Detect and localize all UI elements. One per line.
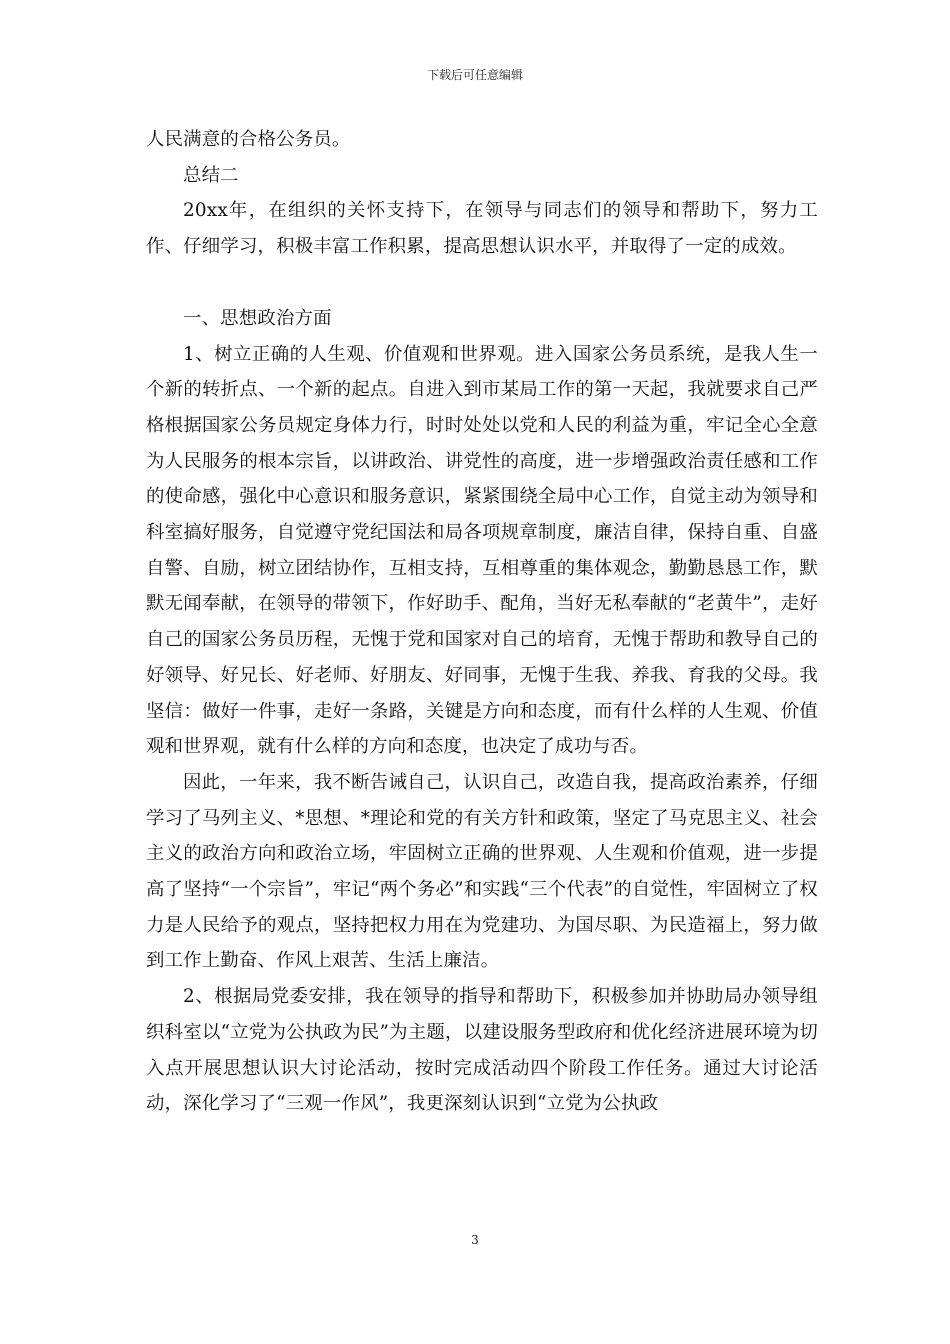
spacer	[146, 265, 818, 301]
page-header: 下载后可任意编辑	[426, 68, 523, 82]
document-body	[146, 122, 818, 1122]
section-title-summary-two: 总结二	[183, 164, 239, 186]
paragraph-item-1: 1、树立正确的人生观、价值观和世界观。进入国家公务员系统，是我人生一个新的转折点、一个新的起点。自进入到市某局工作的第一天起，我就要求自己严格根据国家公务员规定身体力行，时时处处以党和人民的利益为重，牢记全心全意为人民服务的根本宗旨，以讲政治、讲党性的高度，进一步增强政治责任感和工作的使命感，强化中心意识和服务意识，紧紧围绕全局中心工作，自觉主动为领导和科室搞好服务，自觉遵守党纪国法和局各项规章制度，廉洁自律，保持自重、自盛自警、自励，树立团结协作，互相支持，互相尊重的集体观念，勤勤恳恳工作，默默无闻奉献，在领导的带领下，作好助手、配角，当好无私奉献的“老黄牛”，走好自己的国家公务员历程，无愧于党和国家对自己的培育，无愧于帮助和教导自己的好领导、好兄长、好老师、好朋友、好同事，无愧于生我、养我、育我的父母。我坚信：做好一件事，走好一条路，关键是方向和态度，而有什么样的人生观、价值观和世界观，就有什么样的方向和态度，也决定了成功与否。	[146, 343, 818, 758]
heading-ideology-politics: 一、思想政治方面	[183, 307, 332, 329]
paragraph-item-2: 2、根据局党委安排，我在领导的指导和帮助下，积极参加并协助局办领导组织科室以“立党为公执政为民”为主题，以建设服务型政府和优化经济进展环境为切入点开展思想认识大讨论活动，按时完成活动四个阶段工作任务。通过大讨论活动，深化学习了“三观一作风”，我更深刻认识到“立党为公执政	[146, 986, 818, 1115]
paragraph-intro: 20xx年，在组织的关怀支持下，在领导与同志们的领导和帮助下，努力工作、仔细学习，积极丰富工作积累，提高思想认识水平，并取得了一定的成效。	[146, 200, 818, 258]
page-number: 3	[471, 1233, 479, 1247]
paragraph-continuation: 人民满意的合格公务员。	[146, 129, 351, 150]
paragraph-therefore: 因此，一年来，我不断告诫自己，认识自己，改造自我，提高政治素养，仔细学习了马列主义、*思想、*理论和党的有关方针和政策，坚定了马克思主义、社会主义的政治方向和政治立场，牢固树立正确的世界观、人生观和价值观，进一步提高了坚持“一个宗旨”，牢记“两个务必”和实践“三个代表”的自觉性，牢固树立了权力是人民给予的观点，坚持把权力用在为党建功、为国尽职、为民造福上，努力做到工作上勤奋、作风上艰苦、生活上廉洁。	[146, 771, 818, 972]
